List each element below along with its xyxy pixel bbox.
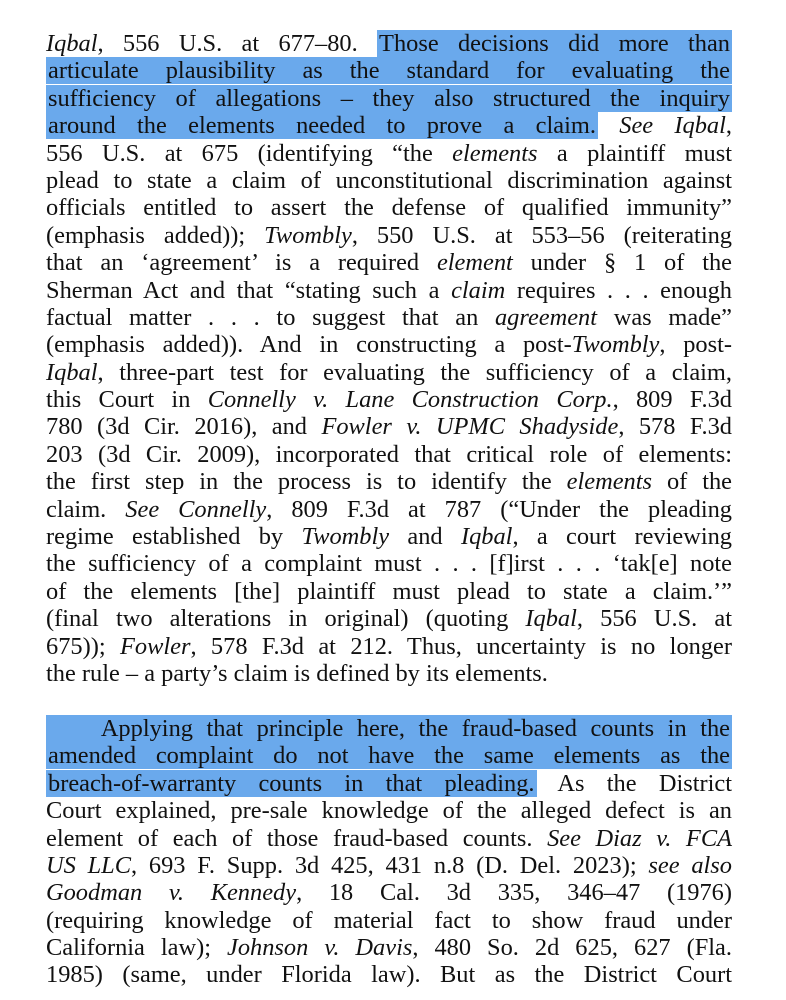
document-page [46, 30, 732, 989]
text-line: of the elements [the] plaintiff must plead to state a claim.’” [46, 577, 732, 605]
text-line: (emphasis added)). And in constructing a post-Twombly, post- [46, 331, 732, 359]
text-line: Sherman Act and that “stating such a claim requires . . . enough [46, 276, 732, 304]
text-line: 556 U.S. at 675 (identifying “the elements a plaintiff must [46, 139, 732, 167]
text-line [46, 85, 732, 112]
text-line: the rule – a party’s claim is defined by its elements. [46, 659, 548, 687]
highlight: breach-of-warranty counts in that pleading. [48, 769, 535, 797]
text-line [46, 57, 732, 84]
paragraph-1 [46, 30, 732, 687]
text-line [46, 715, 732, 742]
text-line: 203 (3d Cir. 2009), incorporated that critical role of elements: [46, 440, 732, 468]
text-line [46, 742, 732, 769]
text-line: 1985) (same, under Florida law). But as the District Court [46, 961, 732, 989]
text-line: Goodman v. Kennedy, 18 Cal. 3d 335, 346–47 (1976) [46, 879, 732, 907]
paragraph-2 [46, 715, 732, 989]
text-line: California law); Johnson v. Davis, 480 So. 2d 625, 627 (Fla. [46, 934, 732, 962]
text-line: element of each of those fraud-based counts. See Diaz v. FCA [46, 824, 732, 852]
highlight: sufficiency of allegations – they also structured the inquiry [48, 84, 730, 112]
paragraph-gap [46, 687, 732, 715]
highlight: articulate plausibility as the standard for evaluating the [48, 57, 730, 85]
text-line: breach-of-warranty counts in that pleading. As the District [48, 769, 732, 797]
text-line: the first step in the process is to identify the elements of the [46, 468, 733, 496]
text-line: (requiring knowledge of material fact to show fraud under [46, 906, 732, 934]
text-line: Iqbal, 556 U.S. at 677–80. Those decisions did more than [46, 30, 730, 57]
text-line: plead to state a claim of unconstitutional discrimination against [46, 166, 732, 194]
highlight: amended complaint do not have the same elements as the [48, 742, 730, 770]
highlight: Those decisions did more than [379, 30, 730, 57]
highlight: around the elements needed to prove a claim. [48, 112, 596, 140]
text-line: officials entitled to assert the defense of qualified immunity” [46, 194, 732, 222]
text-line: (emphasis added)); Twombly, 550 U.S. at 553–56 (reiterating [46, 221, 732, 249]
text-line: this Court in Connelly v. Lane Construction Corp., 809 F.3d [46, 386, 732, 414]
text-line: US LLC, 693 F. Supp. 3d 425, 431 n.8 (D. Del. 2023); see also [46, 851, 732, 879]
text-line: that an ‘agreement’ is a required element under § 1 of the [46, 249, 732, 277]
text-line: around the elements needed to prove a claim. See Iqbal, [48, 112, 732, 140]
highlight: Applying that principle here, the fraud-based counts in the [48, 714, 730, 742]
text-line: 675)); Fowler, 578 F.3d at 212. Thus, uncertainty is no longer [46, 632, 732, 660]
text-line: the sufficiency of a complaint must . . . [f]irst . . . ‘tak[e] note [46, 550, 732, 578]
text-line: factual matter . . . to suggest that an agreement was made” [46, 303, 732, 331]
text-line: (final two alterations in original) (quoting Iqbal, 556 U.S. at [46, 605, 732, 633]
text-line: claim. See Connelly, 809 F.3d at 787 (“Under the pleading [46, 495, 732, 523]
text-line: Iqbal, three-part test for evaluating the sufficiency of a claim, [46, 358, 732, 386]
text-line: 780 (3d Cir. 2016), and Fowler v. UPMC Shadyside, 578 F.3d [46, 413, 732, 441]
text-line: Court explained, pre-sale knowledge of the alleged defect is an [46, 797, 732, 825]
text-line: regime established by Twombly and Iqbal, a court reviewing [46, 523, 733, 551]
